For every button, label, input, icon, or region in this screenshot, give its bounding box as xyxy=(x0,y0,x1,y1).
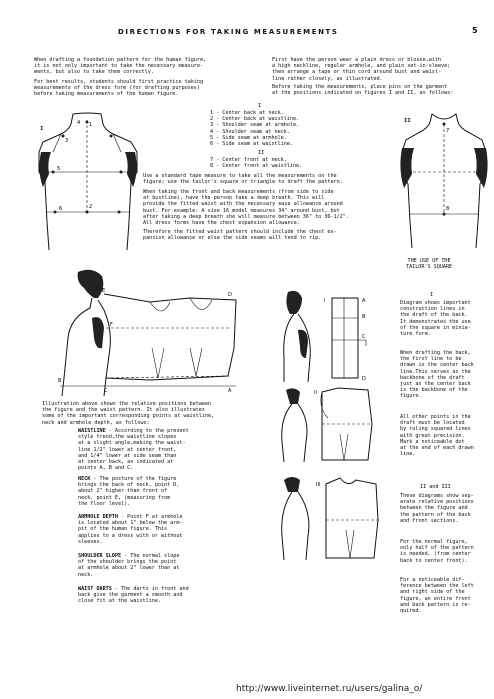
tailors-square-heading-1: I xyxy=(430,292,434,298)
intro-paragraph-2: For best results, students should first practice taking measurements of the dress form (for drafting purposes) before taking measurements of the human figure. xyxy=(34,79,204,98)
tailors-square-paragraph-5: For the normal figure, only half of the pattern is needed, (from center back to center front). xyxy=(400,539,474,564)
definition-neck xyxy=(78,476,278,507)
svg-text:II: II xyxy=(314,390,317,396)
dress-instruction-paragraph: First have the person wear a plain dress or blouse,with a high neckline, regular armhole, and plain set-in-sleeve; then arrange a tape or thin cord around bust and waist- line rather closely, as illustrated. xyxy=(272,57,451,82)
footer-url: http://www.liveinternet.ru/users/galina_o/ xyxy=(236,684,423,694)
definition-waist-darts xyxy=(78,586,278,605)
illustration-caption: Illustration above shows the relative positions between the figure and the waist pattern. It also illustrates some of the important corresponding points at waistline, neck and armhole depth, as follows: xyxy=(42,401,215,426)
tailors-square-title: THE USE OF THE TAILOR'S SQUARE xyxy=(406,258,453,271)
tailors-square-paragraph-2: When drafting the back, the first line to be drawn is the center back line.This serves as the backbone of the draft just as the center back is the backbone of the figure. xyxy=(400,350,474,400)
svg-text:5: 5 xyxy=(57,166,61,172)
tailors-square-paragraph-1: Diagram shows important construction lines in the draft of the back. It demonstrates the use of the square in minia- ture form. xyxy=(400,300,471,338)
svg-text:E: E xyxy=(102,288,106,294)
definition-term-neck: NECK xyxy=(78,476,91,482)
diagram-tailors-square-back xyxy=(276,288,376,384)
svg-text:1: 1 xyxy=(89,122,93,128)
svg-text:C: C xyxy=(362,334,366,340)
definition-term-shoulder-slope: SHOULDER SLOPE xyxy=(78,553,122,559)
definition-shoulder-slope xyxy=(78,553,278,578)
svg-text:4: 4 xyxy=(77,120,81,126)
svg-text:III: III xyxy=(316,482,321,488)
diagram-figure-pattern-back xyxy=(278,384,382,464)
figure-label-2: II xyxy=(404,118,411,124)
page-number: 5 xyxy=(472,26,480,35)
svg-text:D: D xyxy=(362,376,366,382)
tailors-square-paragraph-6: For a noticeable dif- ference between the left and right side of the figure, an entire front and back pattern is re- quired. xyxy=(400,577,474,615)
definition-waistline xyxy=(78,428,278,471)
definition-armhole-depth xyxy=(78,514,278,545)
svg-text:B: B xyxy=(362,314,366,320)
svg-text:C: C xyxy=(104,388,108,394)
svg-text:8: 8 xyxy=(446,206,450,212)
definition-text-shoulder-slope: - The normal slope of the shoulder brings the point at armhole about 2" lower than at neck. xyxy=(78,553,180,578)
svg-text:A: A xyxy=(362,298,366,304)
definition-term-waist-darts: WAIST DARTS xyxy=(78,586,112,592)
diagram-figure-pattern-front xyxy=(278,474,384,562)
definition-text-waistline: - According to the present style trend,the waistline slopes at a slight angle,making the waist- line 1/2" lower at center front, and 1/4" lower at side seam than at center back, as indicated at points A, B and C. xyxy=(78,428,189,472)
definition-text-neck: - The posture of the figure brings the back of neck, point D, about 2" higher than front of neck, point E, (measuring from the floor level). xyxy=(78,476,180,507)
pin-list-heading-2: II xyxy=(258,150,265,156)
svg-text:D: D xyxy=(228,292,232,298)
svg-text:2: 2 xyxy=(89,204,93,210)
definition-term-waistline: WAISTLINE xyxy=(78,428,106,434)
tape-paragraph-1: Use a standard tape measure to take all the measurements on the figure; use the tailor's square or triangle to draft the pattern. xyxy=(143,173,343,186)
figure-side-profile-pattern xyxy=(40,268,240,398)
tailors-square-paragraph-4: These diagrams show sep- arate relative positions between the figure and the pattern of the back and front sections. xyxy=(400,493,474,524)
intro-paragraph-1: When drafting a foundation pattern for the human figure, it is not only important to take the necessary measure- ments, but also to take them correctly. xyxy=(34,57,207,76)
figure-label-1: I xyxy=(40,126,44,132)
pin-list-back: 1 - Center back at neck. 2 - Center back at waistline. 3 - Shoulder seam at armhole. 4 - Shoulder seam at neck. 5 - Side seam at armhole. 6 - Side seam at waistline. xyxy=(210,110,300,148)
page-title: DIRECTIONS FOR TAKING MEASUREMENTS xyxy=(118,28,339,36)
pin-instruction-paragraph: Before taking the measurements, place pins on the garment at the positions indicated on figures I and II, as follows: xyxy=(272,84,454,97)
tailors-square-heading-2: II and III xyxy=(420,484,451,490)
definition-text-waist-darts: - The darts in front and back give the garment a smooth and close fit at the waistline. xyxy=(78,586,189,605)
svg-text:B: B xyxy=(58,378,62,384)
svg-text:3: 3 xyxy=(65,138,69,144)
svg-text:F: F xyxy=(110,322,113,328)
tape-paragraph-2: When taking the front and back measurements (from side to side at bustline), have the person take a deep breath. This will provide the fitted waist with the necessary ease allowance around bust. For example: A size 16 model measures 34" around bust, but after taking a deep breath she will measure between 36" to 36-1/2". All dress forms have the chest expansion allowance. xyxy=(143,189,349,227)
figure-back-view xyxy=(33,112,143,252)
tape-paragraph-3: Therefore the fitted waist pattern should include the chest ex- pansion allowance or else the side seams will tend to rip. xyxy=(143,229,337,242)
pin-list-front: 7 - Center front at neck. 8 - Center front at waistline. xyxy=(210,157,303,170)
svg-text:6: 6 xyxy=(59,206,63,212)
figure-front-view xyxy=(398,112,490,250)
definition-term-armhole-depth: ARMHOLE DEPTH xyxy=(78,514,118,520)
svg-text:I: I xyxy=(324,298,326,304)
definition-text-armhole-depth: - Point F at armhole is located about 1" below the arm- pit of the human figure. This applies to a dress with or without sleeves. xyxy=(78,514,183,545)
tailors-square-paragraph-3: All other points in the draft must be located by ruling squared lines with great precision. Mark a noticeable dot at the end of each drawn line. xyxy=(400,414,474,458)
svg-text:7: 7 xyxy=(446,128,450,134)
svg-text:A: A xyxy=(228,388,232,394)
pin-list-heading-1: I xyxy=(258,103,262,109)
